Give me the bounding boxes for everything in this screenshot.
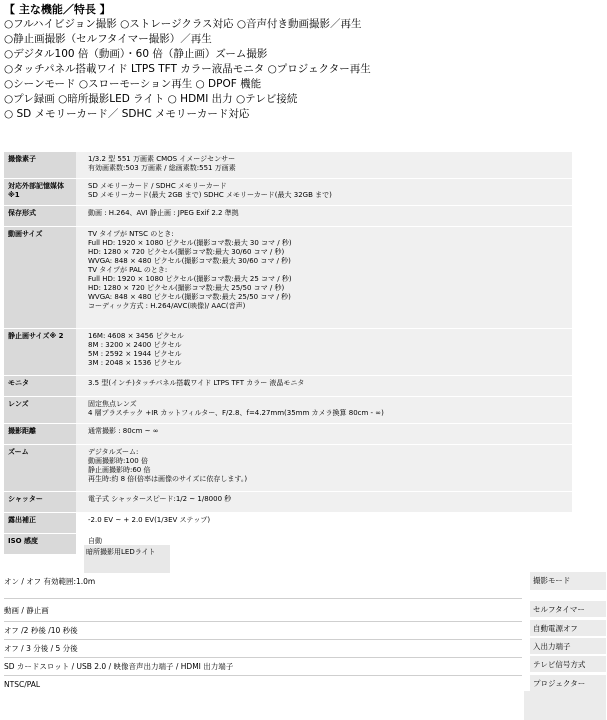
spec-value: 通常撮影 : 80cm ~ ∞ (76, 424, 572, 444)
spec-value: 16M: 4608 × 3456 ピクセル 8M : 3200 × 2400 ピクセル 5M : 2592 × 1944 ピクセル 3M : 2048 × 1536 ピクセル (76, 329, 572, 375)
spec-row-still-size (4, 328, 572, 375)
features-section (4, 2, 604, 122)
label-shooting-mode: 撮影モード (530, 572, 606, 590)
lower-row-value: NTSC/PAL (4, 680, 41, 689)
spec-value: 3.5 型(インチ)タッチパネル搭載ワイド LTPS TFT カラー 液晶モニタ (76, 376, 572, 396)
spec-key: 動画サイズ (4, 227, 76, 328)
spec-row-lens (4, 396, 572, 423)
spec-value: TV タイプが NTSC のとき: Full HD: 1920 × 1080 ピクセル(撮影コマ数:最大 30 コマ / 秒) HD: 1280 × 720 ピクセル(撮影コマ数:最大 30/60 コマ / 秒) WVGA: 848 × 480 ピクセル(撮影コマ数:最大 30/60 コマ / 秒) TV タイプが PAL のとき: Full HD: 1920 × 1080 ピクセル(撮影コマ数:最大 25 コマ / 秒) HD: 1280 × 720 ピクセル(撮影コマ数:最大 25/50 コマ / 秒) WVGA: 848 × 480 ピクセル(撮影コマ数:最大 25/50 コマ / 秒) コーディック方式 : H.264/AVC(映像)/ AAC(音声) (76, 227, 572, 328)
spec-value: 1/3.2 型 551 万画素 CMOS イメージセンサー 有効画素数:503 万画素 / 総画素数:551 万画素 (76, 152, 572, 178)
features-heading: 【 主な機能／特長 】 (4, 3, 111, 16)
lower-row-value: オフ /2 秒後 /10 秒後 (4, 626, 78, 635)
divider (4, 621, 522, 622)
led-light-cell: 暗所撮影用LEDライト (84, 545, 170, 573)
spec-row-exposure (4, 512, 572, 533)
spec-row-distance (4, 423, 572, 444)
spec-key: レンズ (4, 397, 76, 423)
spec-key: 保存形式 (4, 206, 76, 226)
spec-value: 電子式 シャッタースピード:1/2 ~ 1/8000 秒 (76, 492, 572, 512)
spec-key: ISO 感度 (4, 534, 76, 554)
spec-value: 固定焦点レンズ 4 層プラスチック +IR カットフィルター、F/2.8、f=4.27mm(35mm カメラ換算 80cm - ∞) (76, 397, 572, 423)
spec-row-zoom (4, 444, 572, 491)
feature-line: ○タッチパネル搭載ワイド LTPS TFT カラー液晶モニタ ○プロジェクター再生 (4, 63, 371, 75)
feature-line: ○デジタル100 倍（動画）・60 倍（静止画）ズーム撮影 (4, 48, 268, 60)
label-io-terminals: 入出力端子 (530, 638, 606, 654)
spec-key: モニタ (4, 376, 76, 396)
lower-row-value: 動画 / 静止画 (4, 606, 49, 615)
feature-line: ○ SD メモリーカード／ SDHC メモリーカード対応 (4, 108, 250, 120)
spec-row-media (4, 178, 572, 205)
spec-value: デジタルズーム: 動画撮影時:100 倍 静止画撮影時:60 倍 再生時:約 8 倍(倍率は画像のサイズに依存します。) (76, 445, 572, 491)
spec-key: ズーム (4, 445, 76, 491)
spec-key: 撮影距離 (4, 424, 76, 444)
feature-line: ○フルハイビジョン撮影 ○ストレージクラス対応 ○音声付き動画撮影／再生 (4, 18, 362, 30)
spec-key: 静止画サイズ※ 2 (4, 329, 76, 375)
spec-value: -2.0 EV ~ + 2.0 EV(1/3EV ステップ) (76, 513, 572, 533)
feature-line: ○静止画撮影（セルフタイマー撮影）／再生 (4, 33, 212, 45)
label-self-timer: セルフタイマー (530, 601, 606, 617)
divider (4, 598, 522, 599)
divider (4, 657, 522, 658)
lower-row-value: SD カードスロット / USB 2.0 / 映像音声出力端子 / HDMI 出力端子 (4, 662, 234, 671)
spec-row-shutter (4, 491, 572, 512)
label-projector: プロジェクター (530, 675, 606, 691)
divider (4, 639, 522, 640)
divider (4, 675, 522, 676)
spec-key: 露出補正 (4, 513, 76, 533)
spec-key: 撮像素子 (4, 152, 76, 178)
lower-row-value: オフ / 3 分後 / 5 分後 (4, 644, 78, 653)
spec-value: SD メモリーカード / SDHC メモリーカード SD メモリーカード(最大 2GB まで) SDHC メモリーカード(最大 32GB まで) (76, 179, 572, 205)
label-auto-power-off: 自動電源オフ (530, 620, 606, 636)
feature-line: ○シーンモード ○スローモーション再生 ○ DPOF 機能 (4, 78, 262, 90)
spec-value: 動画 : H.264、AVI 静止画 : JPEG Exif 2.2 準拠 (76, 206, 572, 226)
spec-row-format (4, 205, 572, 226)
spec-row-monitor (4, 375, 572, 396)
empty-cell (524, 691, 606, 720)
lower-row-value: オン / オフ 有効範囲:1.0m (4, 577, 96, 586)
spec-key: 対応外部記憶媒体 ※1 (4, 179, 76, 205)
spec-key: シャッター (4, 492, 76, 512)
spec-table (4, 151, 572, 554)
spec-value: 自動 (76, 534, 572, 554)
spec-row-video-size (4, 226, 572, 328)
label-tv-signal: テレビ信号方式 (530, 656, 606, 672)
feature-line: ○プレ録画 ○暗所撮影LED ライト ○ HDMI 出力 ○テレビ接続 (4, 93, 298, 105)
spec-row-sensor (4, 151, 572, 178)
